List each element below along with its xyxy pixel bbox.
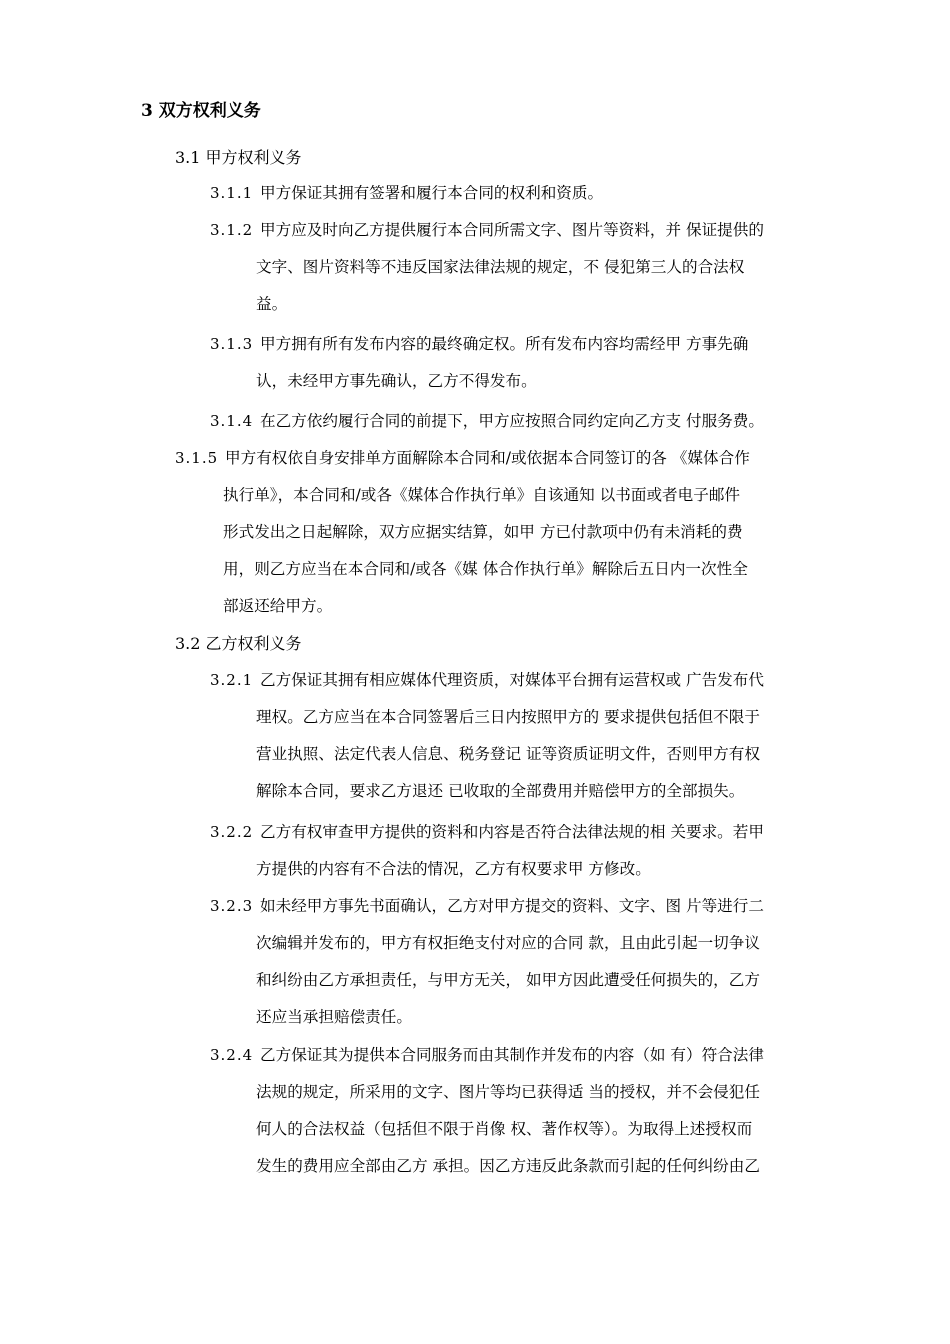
clause-3-2-1: [210, 662, 830, 810]
clause-number: 3.1.1: [210, 184, 254, 202]
clause-line: 方提供的内容有不合法的情况，乙方有权要求甲 方修改。: [256, 860, 651, 878]
clause-3-1-5: [175, 440, 795, 625]
clause-line: 用，则乙方应当在本合同和/或各《媒 体合作执行单》解除后五日内一次性全: [223, 560, 748, 578]
clause-line: 在乙方依约履行合同的前提下，甲方应按照合同约定向乙方支 付服务费。: [260, 412, 764, 430]
clause-line: 和纠纷由乙方承担责任，与甲方无关， 如甲方因此遭受任何损失的，乙方: [256, 971, 760, 989]
clause-line: 何人的合法权益（包括但不限于肖像 权、著作权等）。为取得上述授权而: [256, 1120, 753, 1138]
clause-line: 部返还给甲方。: [223, 597, 333, 615]
clause-3-1-4: [210, 403, 830, 440]
clause-3-2-3: [210, 888, 830, 1036]
clause-line: 如未经甲方事先书面确认，乙方对甲方提交的资料、文字、图 片等进行二: [260, 897, 764, 915]
clause-line: 执行单》，本合同和/或各《媒体合作执行单》自该通知 以书面或者电子邮件: [223, 486, 741, 504]
clause-number: 3.1.4: [210, 412, 254, 430]
section-heading: 3 双方权利义务: [141, 101, 261, 121]
clause-line: 解除本合同，要求乙方退还 已收取的全部费用并赔偿甲方的全部损失。: [256, 782, 745, 800]
clause-line: 甲方应及时向乙方提供履行本合同所需文字、图片等资料，并 保证提供的: [260, 221, 764, 239]
clause-number: 3.2.3: [210, 897, 254, 915]
clause-line: 还应当承担赔偿责任。: [256, 1008, 412, 1026]
subsection-heading-3-2: 3.2 乙方权利义务: [175, 634, 302, 653]
clause-line: 甲方保证其拥有签署和履行本合同的权利和资质。: [260, 184, 604, 202]
clause-line: 益。: [256, 295, 288, 313]
clause-line: 乙方有权审查甲方提供的资料和内容是否符合法律法规的相 关要求。若甲: [260, 823, 764, 841]
clause-line: 乙方保证其为提供本合同服务而由其制作并发布的内容（如 有）符合法律: [260, 1046, 764, 1064]
clause-3-1-3: [210, 326, 830, 400]
clause-number: 3.2.4: [210, 1046, 254, 1064]
clause-line: 营业执照、法定代表人信息、税务登记 证等资质证明文件，否则甲方有权: [256, 745, 760, 763]
clause-line: 乙方保证其拥有相应媒体代理资质，对媒体平台拥有运营权或 广告发布代: [260, 671, 764, 689]
clause-3-2-4: [210, 1037, 830, 1185]
subsection-heading-3-1: 3.1 甲方权利义务: [175, 148, 302, 167]
clause-number: 3.1.2: [210, 221, 254, 239]
clause-line: 发生的费用应全部由乙方 承担。因乙方违反此条款而引起的任何纠纷由乙: [256, 1157, 760, 1175]
clause-number: 3.2.2: [210, 823, 254, 841]
clause-line: 理权。乙方应当在本合同签署后三日内按照甲方的 要求提供包括但不限于: [256, 708, 760, 726]
clause-line: 甲方拥有所有发布内容的最终确定权。所有发布内容均需经甲 方事先确: [260, 335, 749, 353]
clause-line: 法规的规定，所采用的文字、图片等均已获得适 当的授权，并不会侵犯任: [256, 1083, 760, 1101]
clause-line: 文字、图片资料等不违反国家法律法规的规定，不 侵犯第三人的合法权: [256, 258, 745, 276]
clause-line: 形式发出之日起解除，双方应据实结算，如甲 方已付款项中仍有未消耗的费: [223, 523, 743, 541]
clause-line: 认，未经甲方事先确认，乙方不得发布。: [256, 372, 537, 390]
clause-line: 次编辑并发布的，甲方有权拒绝支付对应的合同 款，且由此引起一切争议: [256, 934, 760, 952]
clause-number: 3.2.1: [210, 671, 254, 689]
clause-number: 3.1.5: [175, 449, 219, 467]
clause-line: 甲方有权依自身安排单方面解除本合同和/或依据本合同签订的各 《媒体合作: [225, 449, 750, 467]
clause-number: 3.1.3: [210, 335, 254, 353]
clause-3-1-1: [210, 175, 830, 212]
clause-3-1-2: [210, 212, 830, 323]
clause-3-2-2: [210, 814, 830, 888]
